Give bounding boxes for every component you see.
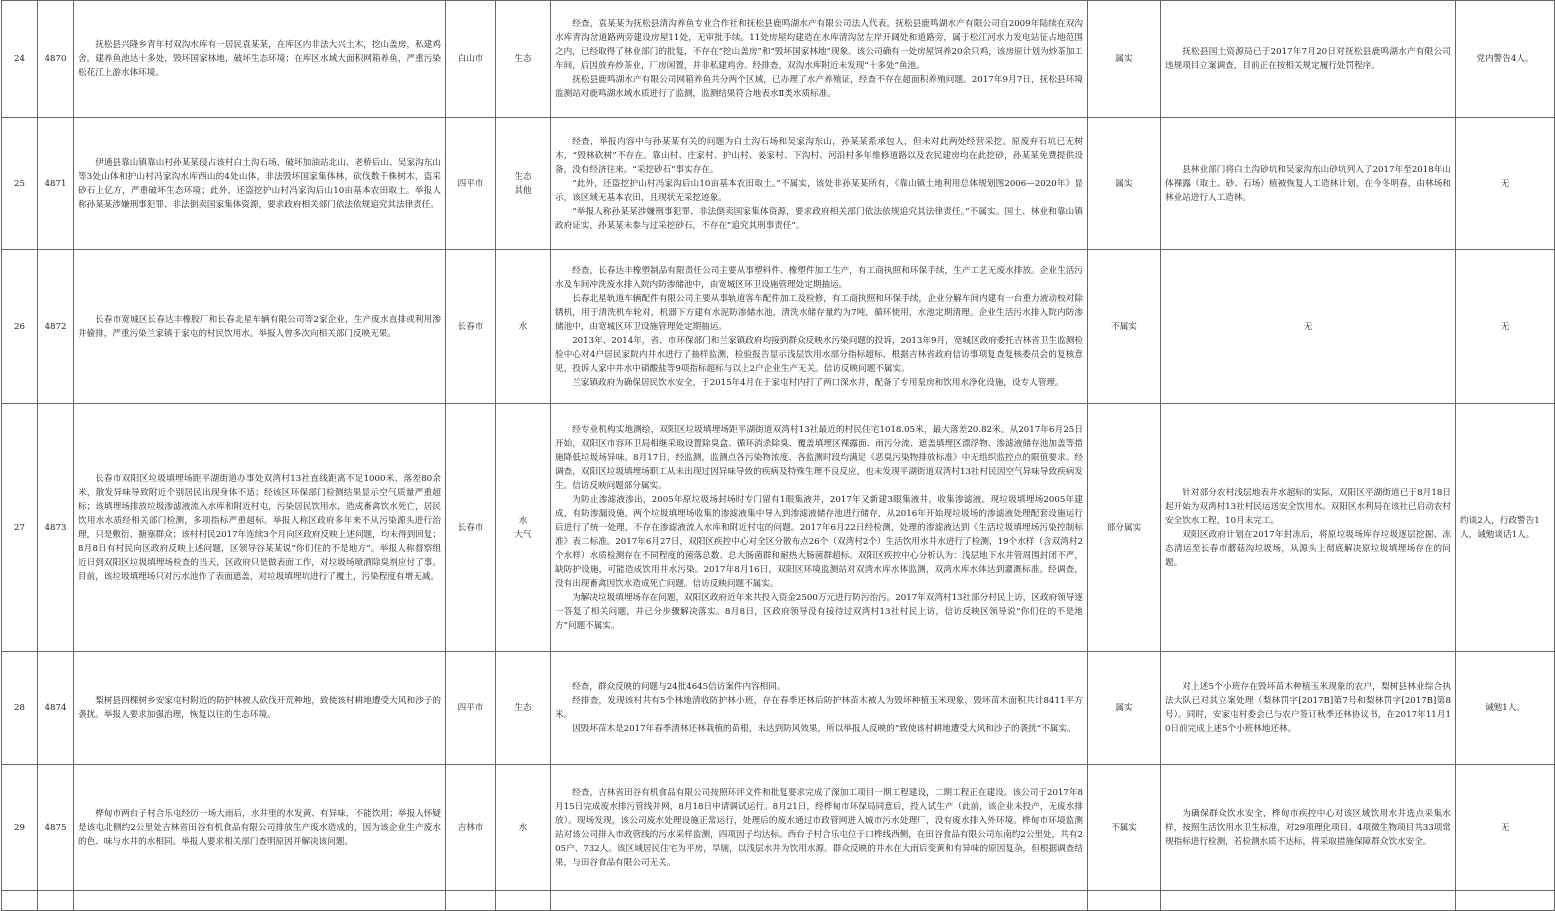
- finding-paragraph: 经查，群众反映的问题与24批4645信访案件内容相同。: [572, 682, 786, 692]
- handling-paragraph: 对上述5个小班存在毁坏苗木种植玉米现象的农户，梨树县林业综合执法大队已对其立案处理（梨林罚字[2017B]第7号和梨林罚字[2017B]第8号）。同时，安家屯村委会已与农户签订秋季还林协议书，在2017年11月10日前完成上述5个小班林地还林。: [1165, 682, 1451, 734]
- accountability: 约谈2人，行政警告1人，诫勉谈话1人。: [1456, 404, 1555, 652]
- handling-paragraph: 为确保群众饮水安全，桦甸市疾控中心对该区域饮用水井选点采集水样，按照生活饮用水卫生标准，对29项理化项目、4项微生物项目共33项常规指标进行检测，若检测水质不达标，将采取措施保障群众饮水安全。: [1165, 808, 1451, 847]
- handling-paragraph: 针对部分农村浅层地表井水超标的实际，双阳区平湖街道已于8月18日起开始为双湾村13社村民运送安全饮用水。双阳区水利局在该社已启动农村安全饮水工程，10月末完工。: [1165, 487, 1451, 526]
- city: 四平市: [446, 652, 496, 765]
- handling-measures: [1161, 1, 1456, 118]
- complaint-text: 桦甸市两台子村合乐屯经历一场大雨后，水井里的水发黄、有异味，不能饮用；举报人怀疑是该屯北侧约2公里处吉林省田谷有机食品有限公司排放生产废水造成的，因为该企业生产废水的色、味与水井的水相同。举报人要求相关部门查明原因并解决该问题。: [78, 808, 441, 847]
- handling-measures: [1161, 652, 1456, 765]
- pollution-type: 水: [496, 250, 551, 404]
- accountability: 无: [1456, 765, 1555, 891]
- complaint-content: [74, 250, 446, 404]
- city: 四平市: [446, 118, 496, 250]
- city: 吉林市: [446, 765, 496, 891]
- complaint-text: 长春市宽城区长春达丰橡胶厂和长春北星车辆有限公司等2家企业，生产废水直排或利用渗井偷排，严重污染兰家镇于家屯的村民饮用水。举报人曾多次向相关部门反映无果。: [78, 314, 441, 339]
- finding-paragraph: “举报人称孙某某涉嫌刑事犯罪、非法倒卖国家集体资源，要求政府相关部门依法依规追究其法律责任。”不属实。国土、林业和靠山镇政府证实，孙某某未参与过采挖砂石，不存在“追究其刑事责任”。: [555, 206, 1083, 231]
- handling-paragraph: 县林业部门将白土沟砂坑和吴家沟东山砂坑列入了2017年至2018年山体裸露（取土、砂、石场）植被恢复人工造林计划，在今冬明春，由林场和林业站进行人工造林。: [1165, 164, 1451, 203]
- accountability: 党内警告4人。: [1456, 1, 1555, 118]
- row-number: 28: [2, 652, 38, 765]
- pollution-type: 生态: [496, 1, 551, 118]
- complaint-text: 梨树县四棵树乡安家屯村附近的防护林被人砍伐开荒种地，致使该村耕地遭受大风和沙子的袭扰。举报人要求加强治理，恢复以往的生态环境。: [78, 696, 441, 720]
- handling-paragraph: 双阳区政府计划在2017年封冻后，将原垃圾场库存垃圾逐层挖掘、冻态清运至长春市蘑菇沟垃圾场，从源头上彻底解决原垃圾填埋场存在的问题。: [1165, 529, 1451, 568]
- complaint-content: [74, 118, 446, 250]
- investigation-findings: [551, 404, 1088, 652]
- complaint-content: [74, 404, 446, 652]
- finding-paragraph: “此外，还盗挖护山村冯家沟后山10亩基本农田取土。”不属实，该处非孙某某所有，《靠山镇土地利用总体规划图2006—2020年》显示，该区域无基本农田，且现状无采挖迹象。: [555, 178, 1083, 203]
- finding-paragraph: 长春北星轨道车辆配件有限公司主要从事轨道客车配件加工及检修，有工商执照和环保手续，企业分解车间内建有一台重力液动校对除锈机，用于清洗机车轮对，机器下方建有水泥防渗储水池，清洗水储存量约为7吨，循环使用，水池定期清理。企业生活污水排入院内防渗储池中，由宽城区环卫设施管理处定期抽运。: [555, 293, 1083, 332]
- finding-paragraph: 兰家镇政府为确保居民饮水安全，于2015年4月在于家屯村内打了两口深水井，配备了专用泵房和饮用水净化设施，设专人管理。: [572, 377, 1064, 388]
- verdict: 部分属实: [1088, 404, 1161, 652]
- city: 长春市: [446, 250, 496, 404]
- verdict: 属实: [1088, 1, 1161, 118]
- pollution-type: 水 大气: [496, 404, 551, 652]
- accountability: 无: [1456, 118, 1555, 250]
- handling-measures: [1161, 404, 1456, 652]
- complaint-text: 抚松县兴隆乡青年村双沟水库有一居民袁某某，在库区内非法大兴土木，挖山盖房，私建鸡舍，建养鱼池达十多处，毁坏国家林地，破坏生态环境；在库区水域大面积网箱养鱼，严重污染松花江上游水体环境。: [78, 40, 441, 78]
- finding-paragraph: 2013年、2014年，省、市环保部门和兰家镇政府均接到群众反映水污染问题的投诉，2013年9月，宽城区政府委托吉林省卫生监测检验中心对4户居民家院内井水进行了抽样监测，检验报告显示浅层饮用水部分指标超标，根据吉林省政府信访事项复查复核委员会的复核意见，投诉人家中井水中硝酸盐等9项指标超标与以上2户企业生产无关。信访反映问题不属实。: [555, 335, 1083, 374]
- complaint-content: [74, 652, 446, 765]
- city: 白山市: [446, 1, 496, 118]
- table-row: [2, 404, 1555, 652]
- table-row: [2, 765, 1555, 891]
- handling-measures: [1161, 250, 1456, 404]
- case-id: 4873: [38, 404, 74, 652]
- row-number: 25: [2, 118, 38, 250]
- investigation-findings: [551, 1, 1088, 118]
- complaint-text: 长春市双阳区垃圾填埋场距平湖街道办事处双湾村13社直线距离不足1000米、落差80余米，散发异味导致附近个别居民出现身体不适；经该区环保部门检测结果显示空气质量严重超标；该填埋场排放垃圾渗滤液流入水库和附近村屯，污染居民饮用水，造成畜禽饮水死亡，居民饮用水水质经相关部门检测，多项指标严重超标。举报人称区政府多年来不从污染源头进行治理，只是敷衍、搪塞群众；该村村民2017年连续3个月向区政府反映上述问题，均未得到回复；8月8日有村民向区政府反映上述问题，区领导谷某某说“你们住的不是地方”。举报人称督察组近日到双阳区垃圾填埋场检查的当天，区政府只是做表面工作，对垃圾场喷洒除臭剂应付了事。目前，该垃圾填埋场只对污水池作了表面遮盖，对垃圾填埋坑进行了覆土，污染程度有增无减。: [78, 473, 441, 582]
- accountability: 无: [1456, 250, 1555, 404]
- row-number: 27: [2, 404, 38, 652]
- table-row: [2, 1, 1555, 118]
- table-row: [2, 250, 1555, 404]
- handling-measures: [1161, 118, 1456, 250]
- pollution-type: 水: [496, 765, 551, 891]
- petition-table: [1, 0, 1555, 911]
- finding-paragraph: 因毁坏苗木是2017年春季清林还林栽植的苗根，未达到防风效果，所以举报人反映的“致使该村耕地遭受大风和沙子的袭扰”不属实。: [572, 724, 1076, 734]
- verdict: 属实: [1088, 652, 1161, 765]
- handling-measures: [1161, 765, 1456, 891]
- table-row: [2, 118, 1555, 250]
- row-number: 29: [2, 765, 38, 891]
- finding-paragraph: 经查，吉林省田谷有机食品有限公司按照环评文件和批复要求完成了深加工项目一期工程建设，二期工程正在建设。该公司于2017年8月15日完成废水排污管线并网，8月18日申请调试运行。8月21日，经桦甸市环保局同意后，投入试生产（此前，该企业未投产，无废水排放）。现场发现，该公司废水处理设施正常运行，处理后的废水通过市政管网进入城市污水处理厂，没有废水排入外环境。桦甸市环境监测站对该公司排入市政管线的污水采样监测，四项因子均达标。西台子村合乐屯位于口桦线西侧，在田谷食品有限公司东南约2公里处，共有205户、732人。该区域居民住宅为平房，旱厕，以浅层水井为饮用水源。群众反映的井水在大雨后变黄和有异味的原因复杂，但根据调查结果，与田谷食品有限公司无关。: [555, 787, 1083, 868]
- finding-paragraph: 为解决垃圾填埋场存在问题，双阳区政府近年来共投入资金2500万元进行防污治污。2017年双湾村13社部分村民上访，区政府领导逐一答复了相关问题，并已分步骤解决落实。8月8日，区政府领导没有接待过双湾村13社村民上访，信访反映区领导说“你们住的不是地方”问题不属实。: [555, 592, 1083, 631]
- case-id: 4872: [38, 250, 74, 404]
- finding-paragraph: 经排查，发现该村共有5个林地清收防护林小班，存在春季还林后防护林苗木被人为毁坏种植玉米现象，毁坏苗木面积共计8411平方米。: [555, 696, 1083, 720]
- handling-paragraph: 无: [1303, 321, 1313, 332]
- row-number: 24: [2, 1, 38, 118]
- finding-paragraph: 经查，长春达丰橡塑制品有限责任公司主要从事塑料件、橡塑件加工生产，有工商执照和环保手续，生产工艺无废水排放。企业生活污水及车间冲洗废水排入院内防渗储池中，由宽城区环卫设施管理处定期抽运。: [555, 265, 1083, 290]
- verdict: 属实: [1088, 118, 1161, 250]
- finding-paragraph: 经查，袁某某为抚松县清沟养鱼专业合作社和抚松县鹿鸣湖水产有限公司法人代表。抚松县鹿鸣湖水产有限公司自2009年陆续在双沟水库青沟岔道路两旁建设房屋11处，无审批手续。11处房屋均建造在水库清沟岔左岸开阔处和道路旁，属于松江河水力发电站征占地范围之内，已经取得了林业部门的批复，不存在“挖山盖房”和“毁坏国家林地”现象。该公司确有一处房屋饲养20余只鸡，该房原计划为炒茶加工车间，后因放弃炒茶业，厂房闲置，并非私建鸡舍。经排查，双沟水库附近未发现“十多处”鱼池。: [555, 19, 1083, 71]
- case-id: 4871: [38, 118, 74, 250]
- pollution-type: 生态: [496, 652, 551, 765]
- complaint-content: [74, 765, 446, 891]
- city: 长春市: [446, 404, 496, 652]
- pollution-type: 生态 其他: [496, 118, 551, 250]
- investigation-findings: [551, 765, 1088, 891]
- complaint-text: 伊通县靠山镇靠山村孙某某侵占该村白土沟石场，破坏加油站北山、老桥后山、吴家沟东山等3处山体和护山村冯家沟水库西山的4处山体，非法毁坏国家集体林，砍伐数千株树木，盗采砂石上亿方，严重破坏生态环境；此外，还盗挖护山村冯家沟后山10亩基本农田取土。举报人称孙某某涉嫌刑事犯罪、非法倒卖国家集体资源，要求政府相关部门依法依规追究其法律责任。: [78, 157, 441, 210]
- case-id: 4875: [38, 765, 74, 891]
- verdict: 不属实: [1088, 765, 1161, 891]
- handling-paragraph: 抚松县国土资源局已于2017年7月20日对抚松县鹿鸣湖水产有限公司违规项目立案调查，目前正在按相关规定履行处罚程序。: [1165, 47, 1451, 71]
- investigation-findings: [551, 652, 1088, 765]
- accountability: 诫勉1人。: [1456, 652, 1555, 765]
- investigation-findings: [551, 250, 1088, 404]
- case-id: 4870: [38, 1, 74, 118]
- verdict: 不属实: [1088, 250, 1161, 404]
- complaint-content: [74, 1, 446, 118]
- finding-paragraph: 抚松县鹿鸣湖水产有限公司网箱养鱼共分两个区域，已办理了水产养殖证，经查不存在超面积养殖问题。2017年9月7日，抚松县环境监测站对鹿鸣湖水域水质进行了监测，监测结果符合地表水Ⅱ类水质标准。: [555, 75, 1083, 99]
- table-row: [2, 652, 1555, 765]
- finding-paragraph: 经专业机构实地测绘，双阳区垃圾填埋场距平湖街道双湾村13社最近的村民住宅1018.05米，最大落差20.82米。从2017年6月25日开始，双阳区市容环卫局相继采取设置除臭盒、循环消杀除臭、覆盖填埋区裸露面、雨污分流、遮盖填埋区漂浮物、渗滤液储存池加盖等措施降低垃圾场异味。8月17日，经监测，监测点各污染物浓度、各监测时段均满足《恶臭污染物排放标准》中无组织监控点的限值要求。经调查，双阳区垃圾填埋场职工从未出现过因异味导致的疾病及特殊生理不良反应，也未发现平湖街道双湾村13社村民因空气异味导致疾病发生。信访反映问题部分属实。: [555, 424, 1083, 491]
- case-id: 4874: [38, 652, 74, 765]
- finding-paragraph: 经查，举报内容中与孙某某有关的问题为白土沟石场和吴家沟东山，孙某某系承包人，但未对此两处经营采挖。原废弃石坑已无树木，“毁林砍树”不存在。靠山村、庄家村、护山村、姜家村、下沟村、河沿村多年维修道路以及农民建房均在此挖砂，孙某某免费提供设备，没有经济往来。“采挖砂石”事实存在。: [555, 136, 1083, 175]
- investigation-findings: [551, 118, 1088, 250]
- row-number: 26: [2, 250, 38, 404]
- finding-paragraph: 为防止渗滤液渗出，2005年原垃圾场封场时专门留有1眼集液井，2017年又新建3眼集液井，收集渗滤液。现垃圾填埋场2005年建成，有防渗漏设施，两个垃圾填埋场收集的渗滤液集中导入到渗滤液储存池进行储存，从2016年开始现垃圾场的渗滤液处理配套设施运行后进行了统一处理，不存在渗滤液流入水库和附近村屯的问题。2017年6月22日经检测，处理的渗滤液达到《生活垃圾填埋场污染控制标准》表二标准。2017年6月27日，双阳区疾控中心对全区分散布点26个（双湾村2个）生活饮用水井水进行了检测，19个水样（含双湾村2个水样）水质检测存在不同程度的菌落总数、总大肠菌群和耐热大肠菌群超标。双阳区疾控中心分析认为：浅层地下水井管周围封闭不严，缺防护设施，可能造成饮用井水污染。2017年8月16日，双阳区环境监测站对双湾水库水体监测，双湾水库水体达到灌溉标准。经调查，没有出现畜禽因饮水造成死亡问题。信访反映问题不属实。: [555, 494, 1083, 589]
